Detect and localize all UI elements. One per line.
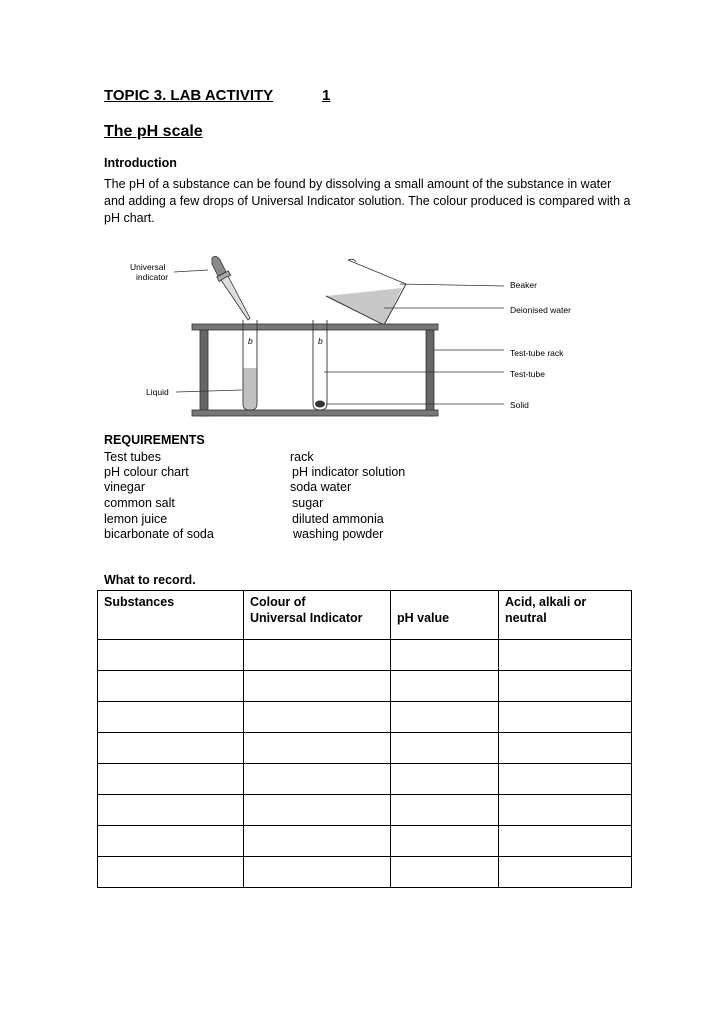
introduction-heading: Introduction [104, 156, 177, 170]
column-header [244, 591, 391, 640]
results-table [97, 590, 632, 888]
table-row [98, 857, 632, 888]
table-row [98, 671, 632, 702]
table-cell[interactable] [391, 826, 499, 857]
page-title: The pH scale [104, 123, 203, 140]
column-header [499, 591, 632, 640]
label-universal: Universal [130, 262, 166, 272]
table-cell[interactable] [499, 702, 632, 733]
table-cell[interactable] [499, 733, 632, 764]
requirement-item: Test tubes [104, 450, 161, 464]
column-header-line: pH value [397, 611, 450, 625]
introduction-text: The pH of a substance can be found by dissolving a small amount of the substance in water and adding a few drops of Universal Indicator solution. The colour produced is compared with a pH chart. [104, 177, 631, 225]
table-row [98, 702, 632, 733]
table-cell[interactable] [499, 671, 632, 702]
requirement-item: pH indicator solution [292, 465, 406, 479]
table-cell[interactable] [98, 764, 244, 795]
column-header-line: Colour of Universal Indicator [250, 595, 363, 625]
tube-mark: b [248, 336, 253, 346]
requirement-item: sugar [292, 496, 324, 510]
table-cell[interactable] [98, 640, 244, 671]
requirement-item: washing powder [293, 527, 384, 541]
label-beaker: Beaker [510, 280, 537, 290]
column-header [98, 591, 244, 640]
table-cell[interactable] [98, 857, 244, 888]
tube-mark: b [318, 336, 323, 346]
table-cell[interactable] [391, 702, 499, 733]
table-cell[interactable] [244, 702, 391, 733]
table-row [98, 764, 632, 795]
table-cell[interactable] [391, 671, 499, 702]
table-row [98, 826, 632, 857]
table-row [98, 795, 632, 826]
column-header-line: Substances [104, 595, 175, 609]
table-header-row [98, 591, 632, 640]
column-header-line: Acid, alkali or neutral [505, 595, 587, 625]
label-liquid: Liquid [146, 387, 169, 397]
label-solid: Solid [510, 400, 529, 410]
label-deionised-water: Deionised water [510, 305, 571, 315]
beaker-icon [326, 259, 406, 325]
table-cell[interactable] [98, 733, 244, 764]
requirement-item: pH colour chart [104, 465, 189, 479]
requirement-item: vinegar [104, 480, 145, 494]
topic-heading: TOPIC 3. LAB ACTIVITY [104, 87, 274, 104]
requirement-item: rack [290, 450, 314, 464]
test-tube-liquid [243, 320, 257, 410]
table-cell[interactable] [244, 826, 391, 857]
requirement-item: bicarbonate of soda [104, 527, 214, 541]
table-cell[interactable] [499, 826, 632, 857]
table-cell[interactable] [391, 640, 499, 671]
label-indicator: indicator [136, 272, 169, 282]
table-cell[interactable] [499, 764, 632, 795]
requirement-item: common salt [104, 496, 175, 510]
leader-lines [174, 270, 504, 404]
table-cell[interactable] [499, 857, 632, 888]
table-cell[interactable] [391, 857, 499, 888]
table-cell[interactable] [244, 764, 391, 795]
table-cell[interactable] [244, 795, 391, 826]
activity-number: 1 [322, 87, 331, 104]
table-cell[interactable] [244, 640, 391, 671]
table-cell[interactable] [98, 826, 244, 857]
table-cell[interactable] [244, 671, 391, 702]
label-test-tube-rack: Test-tube rack [510, 348, 564, 358]
test-tube-solid [313, 320, 327, 410]
table-cell[interactable] [391, 733, 499, 764]
table-row [98, 733, 632, 764]
requirement-item: soda water [290, 480, 352, 494]
apparatus-diagram [104, 250, 604, 425]
requirements-heading: REQUIREMENTS [104, 433, 205, 447]
table-cell[interactable] [98, 671, 244, 702]
table-cell[interactable] [499, 640, 632, 671]
table-row [98, 640, 632, 671]
requirement-item: lemon juice [104, 512, 168, 526]
label-test-tube: Test-tube [510, 369, 545, 379]
table-cell[interactable] [391, 795, 499, 826]
table-cell[interactable] [499, 795, 632, 826]
test-tube-rack [192, 324, 438, 416]
dropper-icon [212, 256, 250, 320]
table-cell[interactable] [98, 795, 244, 826]
table-cell[interactable] [244, 857, 391, 888]
record-heading: What to record. [104, 573, 196, 587]
table-cell[interactable] [391, 764, 499, 795]
table-cell[interactable] [244, 733, 391, 764]
table-cell[interactable] [98, 702, 244, 733]
column-header [391, 591, 499, 640]
requirement-item: diluted ammonia [292, 512, 384, 526]
